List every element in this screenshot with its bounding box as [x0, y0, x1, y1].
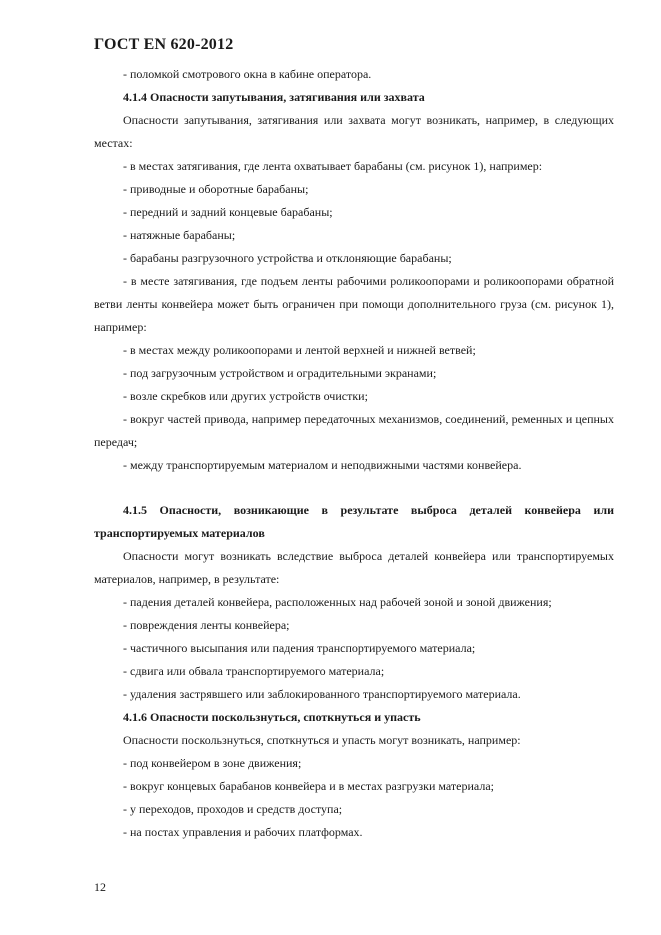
list-item: - передний и задний концевые барабаны; [123, 205, 333, 219]
list-item: - вокруг концевых барабанов конвейера и в местах разгрузки материала; [123, 779, 494, 793]
list-item: - натяжные барабаны; [123, 228, 236, 242]
list-item: - сдвига или обвала транспортируемого материала; [123, 664, 385, 678]
list-item: - в месте затягивания, где подъем ленты рабочими роликоопорами и роликоопорами обратной ветви ленты конвейера может быть ограничен при помощи дополнительного груза (см. рисунок 1), например: [94, 274, 614, 334]
section-heading-4-1-6: 4.1.6 Опасности поскользнуться, споткнуться и упасть [123, 710, 421, 724]
list-item: - на постах управления и рабочих платформах. [123, 825, 363, 839]
list-item: - падения деталей конвейера, расположенных над рабочей зоной и зоной движения; [123, 595, 552, 609]
paragraph: Опасности запутывания, затягивания или захвата могут возникать, например, в следующих местах: [94, 113, 614, 150]
list-item: - возле скребков или других устройств очистки; [123, 389, 368, 403]
page-number: 12 [94, 880, 106, 894]
list-item: - в местах между роликоопорами и лентой верхней и нижней ветвей; [123, 343, 476, 357]
list-item: - повреждения ленты конвейера; [123, 618, 290, 632]
spacer [94, 477, 614, 499]
document-body [94, 63, 614, 844]
list-item: - в местах затягивания, где лента охватывает барабаны (см. рисунок 1), например: [123, 159, 543, 173]
page-header: ГОСТ EN 620-2012 [94, 36, 234, 53]
list-item: - у переходов, проходов и средств доступа; [123, 802, 343, 816]
paragraph: Опасности поскользнуться, споткнуться и упасть могут возникать, например: [123, 733, 521, 747]
list-item: - между транспортируемым материалом и неподвижными частями конвейера. [123, 458, 522, 472]
paragraph: Опасности могут возникать вследствие выброса деталей конвейера или транспортируемых материалов, например, в результате: [94, 549, 614, 586]
list-item: - барабаны разгрузочного устройства и отклоняющие барабаны; [123, 251, 452, 265]
list-item: - поломкой смотрового окна в кабине оператора. [123, 67, 372, 81]
list-item: - частичного высыпания или падения транспортируемого материала; [123, 641, 476, 655]
list-item: - удаления застрявшего или заблокированного транспортируемого материала. [123, 687, 521, 701]
list-item: - под конвейером в зоне движения; [123, 756, 302, 770]
list-item: - вокруг частей привода, например передаточных механизмов, соединений, ременных и цепных передач; [94, 412, 614, 449]
list-item: - приводные и оборотные барабаны; [123, 182, 309, 196]
list-item: - под загрузочным устройством и оградительными экранами; [123, 366, 437, 380]
section-heading-4-1-5: 4.1.5 Опасности, возникающие в результате выброса деталей конвейера или транспортируемых материалов [94, 503, 614, 540]
section-heading-4-1-4: 4.1.4 Опасности запутывания, затягивания или захвата [123, 90, 425, 104]
